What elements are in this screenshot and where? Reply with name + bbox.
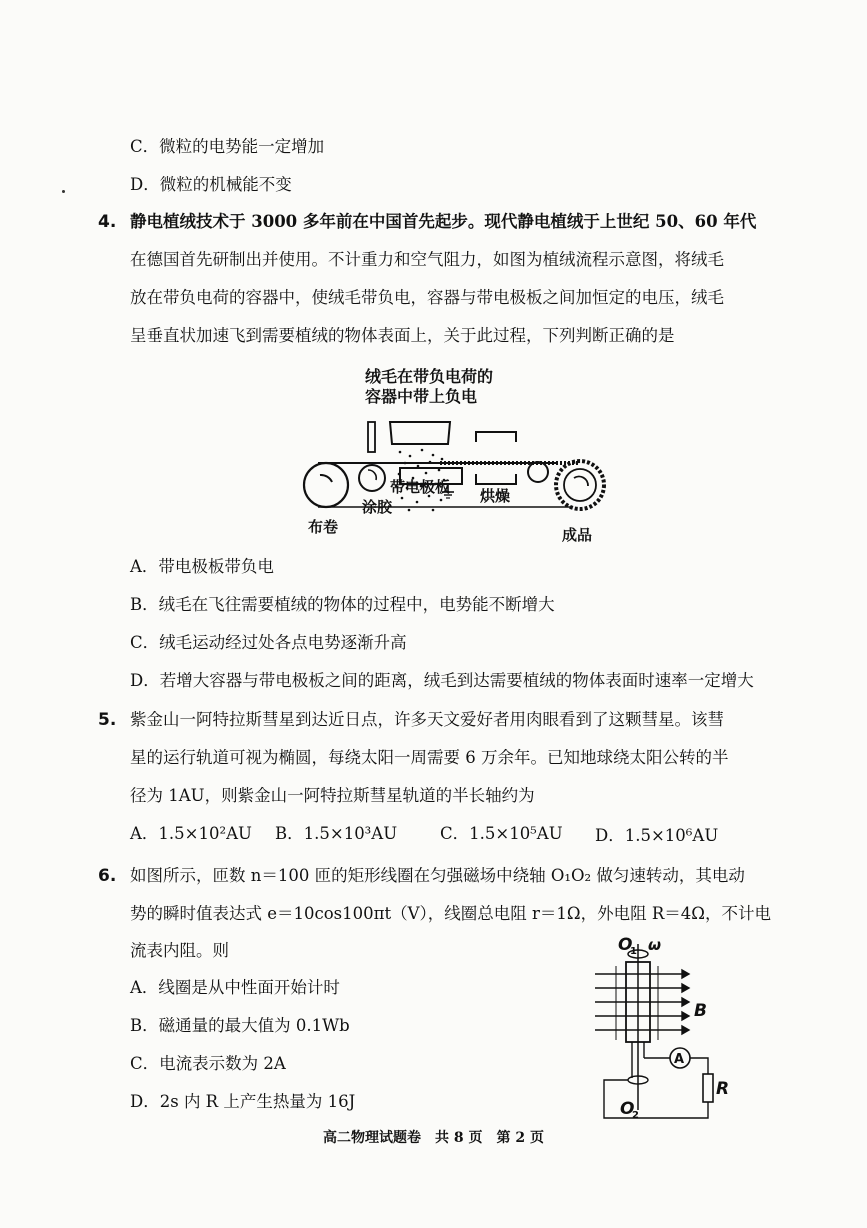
generator-figure (590, 930, 740, 1130)
axis-label-o1-sub: 1 (630, 946, 637, 957)
q4-option-d: D．若增大容器与带电极板之间的距离，绒毛到达需要植绒的物体表面时速率一定增大 (130, 671, 754, 690)
product-reel-inner (564, 469, 596, 501)
ammeter-label: A (674, 1052, 685, 1067)
q6-stem-line-1: 如图所示，匝数 n＝100 匝的矩形线圈在匀强磁场中绕轴 O₁O₂ 做匀速转动，其电动 (130, 866, 745, 885)
page-footer: 高二物理试题卷 共 8 页 第 2 页 (323, 1130, 544, 1146)
q6-stem-line-2: 势的瞬时值表达式 e＝10cos100πt（V），线圈总电阻 r＝1Ω，外电阻 R＝4Ω，不计电 (130, 904, 771, 923)
wire-to-resistor (690, 1058, 708, 1074)
figure-label-product: 成品 (562, 526, 593, 544)
q5-stem-line-2: 星的运行轨道可视为椭圆，每绕太阳一周需要 6 万余年。已知地球绕太阳公转的半 (130, 748, 729, 767)
figure-label-container-2: 容器中带上负电 (365, 387, 478, 406)
figure-label-dry: 烘燥 (480, 487, 511, 505)
q4-stem-line-2: 在德国首先研制出并使用。不计重力和空气阻力，如图为植绒流程示意图，将绒毛 (130, 250, 724, 269)
q3-option-d: D．微粒的机械能不变 (130, 175, 292, 194)
dryer-top (476, 432, 516, 442)
q3-option-c: C．微粒的电势能一定增加 (130, 137, 325, 156)
q6-number: 6. (98, 866, 117, 886)
magnetic-field-lines (595, 966, 689, 1040)
glue-roller-arrow (368, 470, 376, 480)
glue-roller (359, 465, 385, 491)
axis-label-o1: O (618, 935, 633, 955)
figure-label-plate: 带电极板 (390, 478, 451, 496)
q5-option-c: C．1.5×10⁵AU (440, 824, 563, 843)
field-label-b: B (694, 1001, 707, 1021)
q4-stem-line-1: 静电植绒技术于 3000 多年前在中国首先起步。现代静电植绒于上世纪 50、60 年代 (130, 212, 757, 231)
q5-stem-line-3: 径为 1AU，则紫金山一阿特拉斯彗星轨道的半长轴约为 (130, 786, 535, 805)
figure-label-glue: 涂胶 (362, 498, 393, 516)
q4-stem-line-3: 放在带负电荷的容器中，使绒毛带负电，容器与带电极板之间加恒定的电压，绒毛 (130, 288, 724, 307)
q5-number: 5. (98, 710, 117, 730)
figure-label-container-1: 绒毛在带负电荷的 (365, 367, 494, 386)
scan-speck (62, 190, 65, 193)
q6-option-d: D．2s 内 R 上产生热量为 16J (130, 1092, 356, 1111)
axis-label-o2-sub: 2 (632, 1110, 639, 1121)
q4-option-b: B．绒毛在飞往需要植绒的物体的过程中，电势能不断增大 (130, 595, 555, 614)
fabric-roll (304, 463, 348, 507)
glue-blade (368, 422, 375, 452)
dryer-bottom (476, 474, 516, 484)
resistor (703, 1074, 713, 1102)
q4-option-a: A．带电极板带负电 (130, 557, 274, 576)
q5-option-d: D．1.5×10⁶AU (595, 826, 719, 845)
resistor-label: R (716, 1079, 730, 1099)
figure-label-roll: 布卷 (308, 518, 339, 536)
q5-option-a: A．1.5×10²AU (130, 824, 252, 843)
q6-option-b: B．磁通量的最大值为 0.1Wb (130, 1016, 350, 1035)
q6-option-c: C．电流表示数为 2A (130, 1054, 286, 1073)
q6-option-a: A．线圈是从中性面开始计时 (130, 978, 340, 997)
charged-container (390, 422, 450, 444)
roll-rotation-arrow (320, 475, 332, 482)
q5-stem-line-1: 紫金山一阿特拉斯彗星到达近日点，许多天文爱好者用肉眼看到了这颗彗星。该彗 (130, 710, 724, 729)
axis-label-o2: O (620, 1099, 635, 1119)
omega-label: ω (648, 936, 662, 954)
flocking-process-figure (290, 360, 630, 560)
product-rotation-arrow (574, 476, 588, 486)
q6-stem-line-3: 流表内阻。则 (130, 941, 229, 960)
q4-stem-line-4: 呈垂直状加速飞到需要植绒的物体表面上，关于此过程，下列判断正确的是 (130, 326, 675, 345)
q4-option-c: C．绒毛运动经过处各点电势逐渐升高 (130, 633, 407, 652)
q4-number: 4. (98, 212, 117, 232)
q5-option-b: B．1.5×10³AU (275, 824, 398, 843)
